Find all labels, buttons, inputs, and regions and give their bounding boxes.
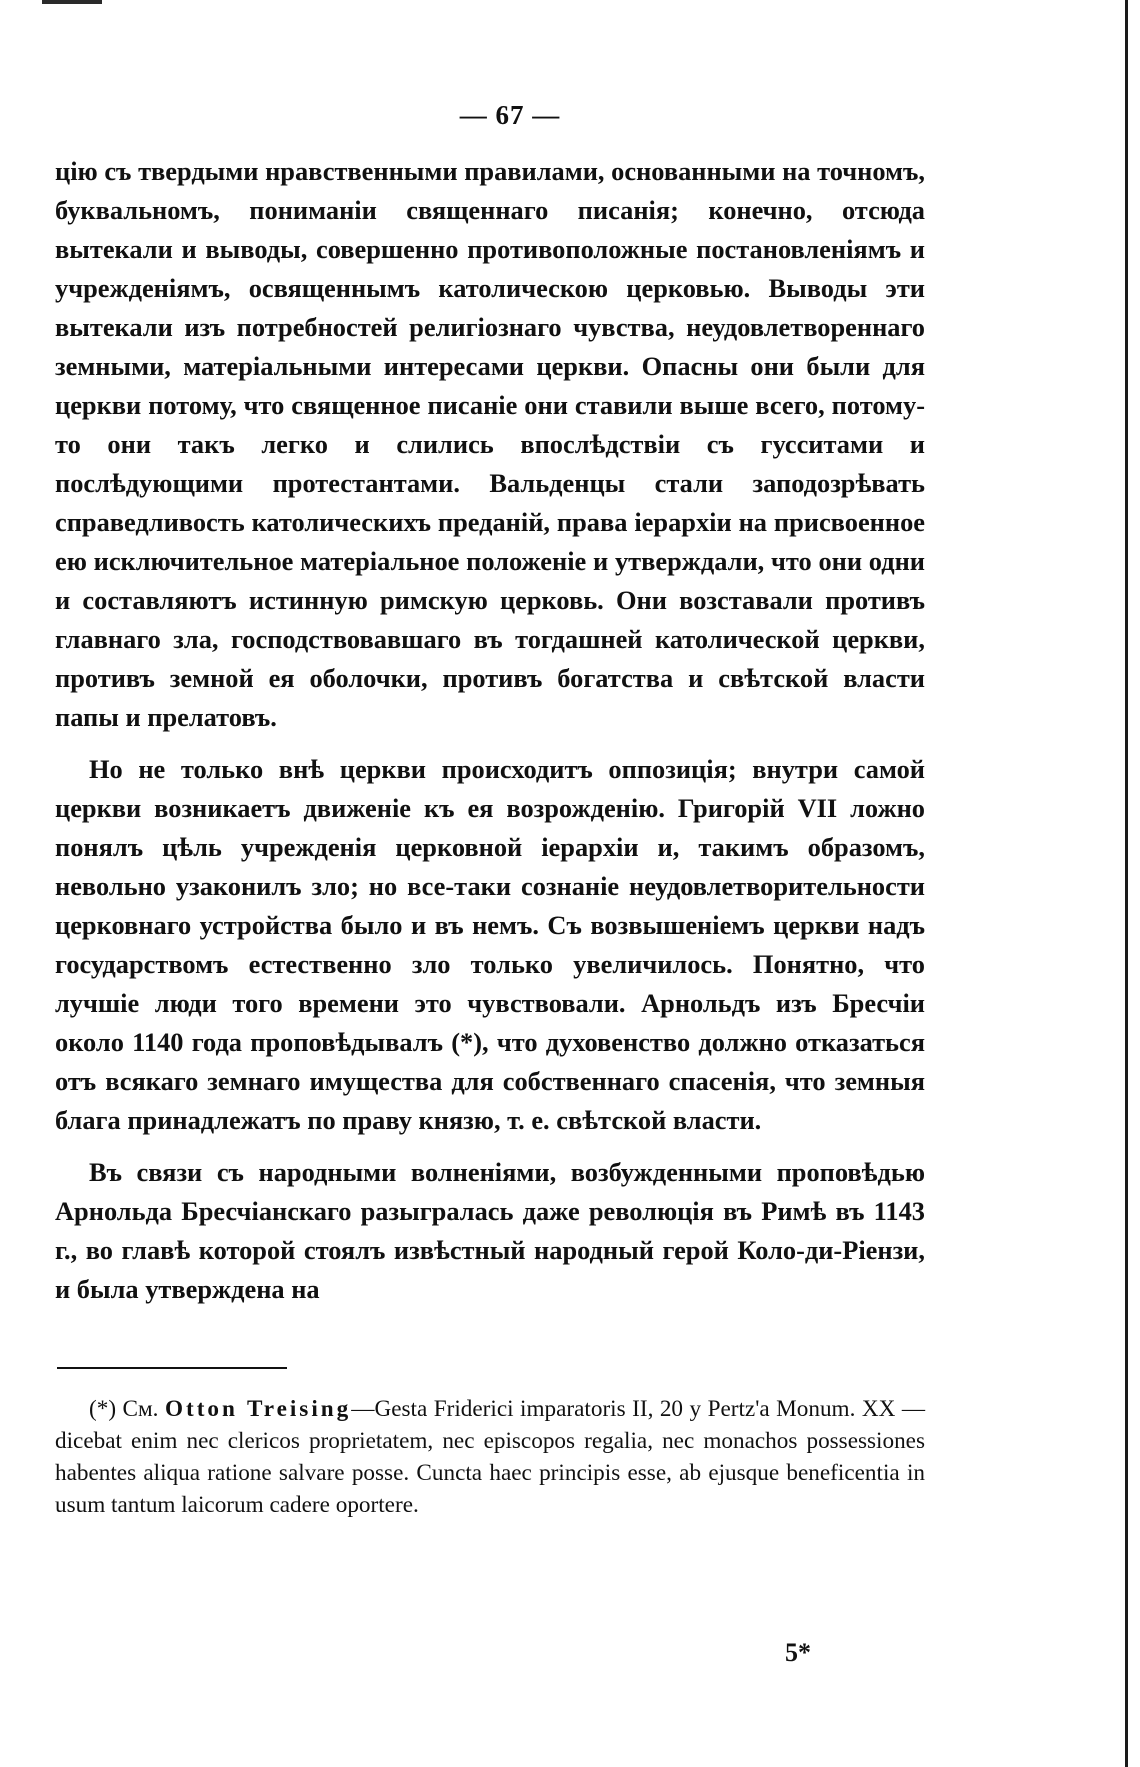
footnote-marker: (*) См. xyxy=(89,1396,159,1422)
signature-mark: 5* xyxy=(785,1638,811,1667)
footnote xyxy=(55,1393,925,1521)
body-text xyxy=(55,152,925,1309)
paragraph-2: Но не только внѣ церкви происходитъ оппозиція; внутри самой церкви возникаетъ движеніе къ ея возрожденію. Григорій VII ложно понялъ цѣль учрежденія церковной іерархіи и, такимъ образомъ, невольно узаконилъ зло; но все-таки сознаніе неудовлетворительности церковнаго устройства было и въ немъ. Съ возвышеніемъ церкви надъ государствомъ естественно зло только увеличилось. Понятно, что лучшіе люди того времени это чувствовали. Арнольдъ изъ Бресчіи около 1140 года проповѣдывалъ (*), что духовенство должно отказаться отъ всякаго земнаго имущества для собственнаго спасенія, что земныя блага принадлежатъ по праву князю, т. е. свѣтской власти. xyxy=(55,754,925,1135)
book-page xyxy=(55,100,925,1521)
paragraph-3: Въ связи съ народными волненіями, возбужденными проповѣдью Арнольда Бресчіанскаго разыгралась даже революція въ Римѣ въ 1143 г., во главѣ которой стоялъ извѣстный народный герой Коло-ди-Ріензи, и была утверждена на xyxy=(55,1157,925,1304)
scan-corner-mark xyxy=(42,0,102,4)
footnote-author: Otton Treising xyxy=(164,1396,352,1422)
paragraph-1: цію съ твердыми нравственными правилами, основанными на точномъ, буквальномъ, пониманіи священнаго писанія; конечно, отсюда вытекали и выводы, совершенно противоположные постановленіямъ и учрежденіямъ, освященнымъ католическою церковью. Выводы эти вытекали изъ потребностей религіознаго чувства, неудовлетвореннаго земными, матеріальными интересами церкви. Опасны они были для церкви потому, что священное писаніе они ставили выше всего, потому-то они такъ легко и слились впослѣдствіи съ гусситами и послѣдующими протестантами. Вальденцы стали заподозрѣвать справедливость католическихъ преданій, права іерархіи на присвоенное ею исключительное матеріальное положеніе и утверждали, что они одни и составляютъ истинную римскую церковь. Они возставали противъ главнаго зла, господствовавшаго въ тогдашней католической церкви, противъ земной ея оболочки, противъ богатства и свѣтской власти папы и прелатовъ. xyxy=(55,156,925,732)
page-number: — 67 — xyxy=(459,100,561,130)
scan-edge-line xyxy=(1125,0,1128,1767)
footnote-divider xyxy=(57,1367,287,1369)
footnote-text: —Gesta Friderici imparatoris II, 20 у Pertz'a Monum. XX — dicebat enim nec clericos proprietatem, nec episcopos regalia, nec monachos possessiones habentes aliqua ratione salvare posse. Cuncta haec principis esse, ab ejusque beneficentia in usum tantum laicorum cadere oportere. xyxy=(55,1396,926,1518)
